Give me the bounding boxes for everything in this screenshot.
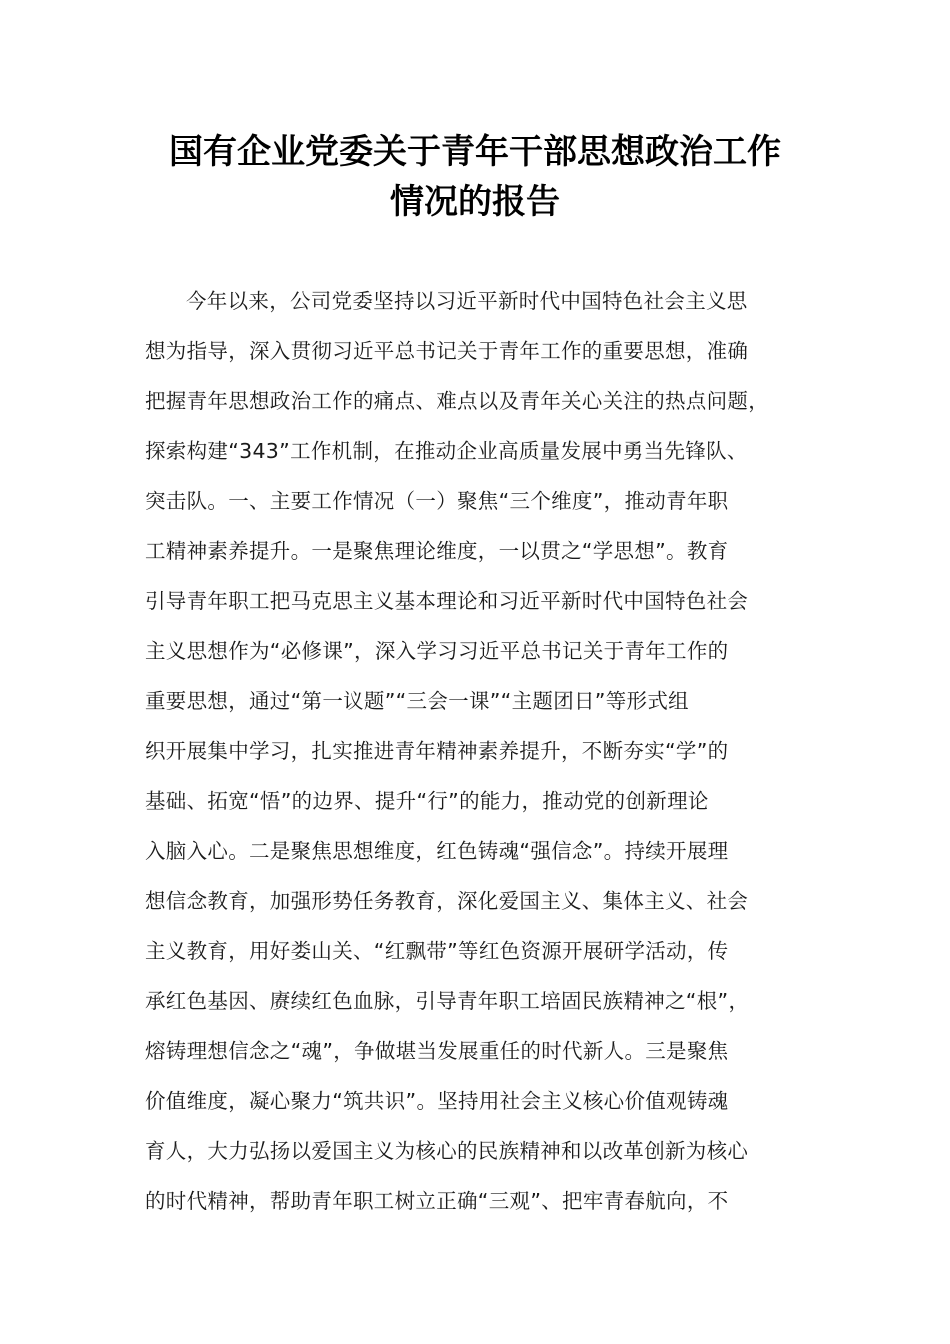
body-paragraph-line: 把握青年思想政治工作的痛点、难点以及青年关心关注的热点问题， [145, 389, 769, 413]
body-paragraph-line: 想信念教育，加强形势任务教育，深化爱国主义、集体主义、社会 [145, 889, 749, 913]
body-paragraph-line: 重要思想，通过“第一议题”“三会一课”“主题团日”等形式组 [145, 689, 689, 713]
body-paragraph-line: 今年以来，公司党委坚持以习近平新时代中国特色社会主义思 [186, 289, 748, 313]
body-paragraph-line: 育人，大力弘扬以爱国主义为核心的民族精神和以改革创新为核心 [145, 1139, 749, 1163]
body-paragraph-line: 想为指导，深入贯彻习近平总书记关于青年工作的重要思想，准确 [145, 339, 749, 363]
body-paragraph-line: 熔铸理想信念之“魂”，争做堪当发展重任的时代新人。三是聚焦 [145, 1039, 729, 1063]
body-paragraph-line: 的时代精神，帮助青年职工树立正确“三观”、把牢青春航向，不 [145, 1189, 729, 1213]
body-paragraph-line: 基础、拓宽“悟”的边界、提升“行”的能力，推动党的创新理论 [145, 789, 709, 813]
body-paragraph-line: 主义思想作为“必修课”，深入学习习近平总书记关于青年工作的 [145, 639, 729, 663]
body-paragraph-line: 织开展集中学习，扎实推进青年精神素养提升，不断夯实“学”的 [145, 739, 729, 763]
body-paragraph-line: 探索构建“343”工作机制，在推动企业高质量发展中勇当先锋队、 [145, 439, 748, 463]
body-paragraph-line: 工精神素养提升。一是聚焦理论维度，一以贯之“学思想”。教育 [145, 539, 729, 563]
document-title-line-1: 国有企业党委关于青年干部思想政治工作 [169, 132, 781, 172]
body-paragraph-line: 入脑入心。二是聚焦思想维度，红色铸魂“强信念”。持续开展理 [145, 839, 729, 863]
body-paragraph-line: 突击队。一、主要工作情况（一）聚焦“三个维度”，推动青年职 [145, 489, 729, 513]
body-paragraph-line: 承红色基因、赓续红色血脉，引导青年职工培固民族精神之“根”， [145, 989, 750, 1013]
body-paragraph-line: 引导青年职工把马克思主义基本理论和习近平新时代中国特色社会 [145, 589, 749, 613]
body-paragraph-line: 主义教育，用好娄山关、“红飘带”等红色资源开展研学活动，传 [145, 939, 729, 963]
document-title-line-2: 情况的报告 [390, 182, 560, 222]
body-paragraph-line: 价值维度，凝心聚力“筑共识”。坚持用社会主义核心价值观铸魂 [145, 1089, 729, 1113]
